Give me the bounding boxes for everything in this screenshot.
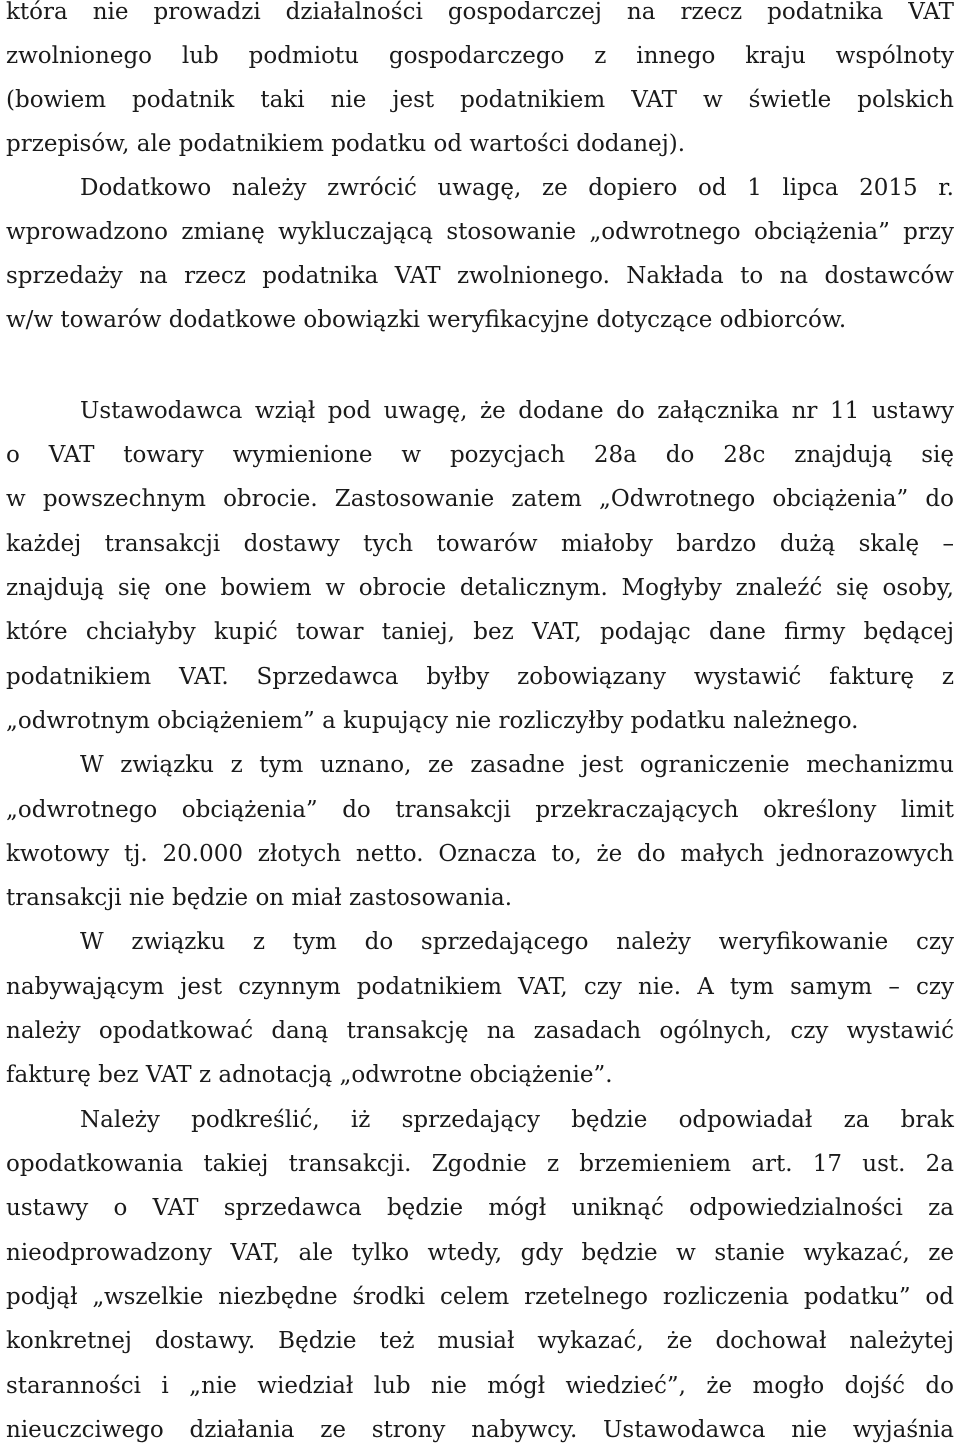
text-line: należy opodatkować daną transakcję na zasadach ogólnych, czy wystawić bbox=[6, 1018, 954, 1044]
text-line: która nie prowadzi działalności gospodarczej na rzecz podatnika VAT bbox=[6, 0, 954, 25]
text-line: kwotowy tj. 20.000 złotych netto. Oznacza to, że do małych jednorazowych bbox=[6, 841, 954, 867]
text-line: ustawy o VAT sprzedawca będzie mógł uniknąć odpowiedzialności za bbox=[6, 1195, 954, 1221]
text-line: W związku z tym uznano, ze zasadne jest ograniczenie mechanizmu bbox=[80, 752, 954, 778]
text-line: każdej transakcji dostawy tych towarów miałoby bardzo dużą skalę – bbox=[6, 531, 954, 557]
text-line: zwolnionego lub podmiotu gospodarczego z innego kraju wspólnoty bbox=[6, 43, 954, 69]
text-line: nieodprowadzony VAT, ale tylko wtedy, gdy będzie w stanie wykazać, ze bbox=[6, 1240, 954, 1266]
text-line: sprzedaży na rzecz podatnika VAT zwolnionego. Nakłada to na dostawców bbox=[6, 263, 954, 289]
text-line: „odwrotnym obciążeniem” a kupujący nie rozliczyłby podatku należnego. bbox=[6, 708, 859, 734]
text-line: nabywającym jest czynnym podatnikiem VAT, czy nie. A tym samym – czy bbox=[6, 974, 954, 1000]
text-line: w/w towarów dodatkowe obowiązki weryfikacyjne dotyczące odbiorców. bbox=[6, 307, 847, 333]
text-line: o VAT towary wymienione w pozycjach 28a do 28c znajdują się bbox=[6, 442, 954, 468]
text-line: w powszechnym obrocie. Zastosowanie zatem „Odwrotnego obciążenia” do bbox=[6, 486, 954, 512]
text-line: fakturę bez VAT z adnotacją „odwrotne obciążenie”. bbox=[6, 1062, 613, 1088]
text-line: opodatkowania takiej transakcji. Zgodnie z brzemieniem art. 17 ust. 2a bbox=[6, 1151, 954, 1177]
text-line: Ustawodawca wziął pod uwagę, że dodane do załącznika nr 11 ustawy bbox=[80, 398, 954, 424]
text-line: staranności i „nie wiedział lub nie mógł wiedzieć”, że mogło dojść do bbox=[6, 1373, 954, 1399]
text-line: podatnikiem VAT. Sprzedawca byłby zobowiązany wystawić fakturę z bbox=[6, 664, 954, 690]
text-line: znajdują się one bowiem w obrocie detalicznym. Mogłyby znaleźć się osoby, bbox=[6, 575, 954, 601]
text-line: Dodatkowo należy zwrócić uwagę, ze dopiero od 1 lipca 2015 r. bbox=[80, 175, 954, 201]
text-line: W związku z tym do sprzedającego należy weryfikowanie czy bbox=[80, 929, 954, 955]
text-line: Należy podkreślić, iż sprzedający będzie odpowiadał za brak bbox=[80, 1107, 954, 1133]
text-line: (bowiem podatnik taki nie jest podatnikiem VAT w świetle polskich bbox=[6, 87, 954, 113]
text-line: nieuczciwego działania ze strony nabywcy. Ustawodawca nie wyjaśnia bbox=[6, 1417, 954, 1443]
text-line: transakcji nie będzie on miał zastosowania. bbox=[6, 885, 513, 911]
text-line: przepisów, ale podatnikiem podatku od wartości dodanej). bbox=[6, 131, 686, 157]
text-line: „odwrotnego obciążenia” do transakcji przekraczających określony limit bbox=[6, 797, 954, 823]
text-line: podjął „wszelkie niezbędne środki celem rzetelnego rozliczenia podatku” od bbox=[6, 1284, 954, 1310]
text-line: wprowadzono zmianę wykluczającą stosowanie „odwrotnego obciążenia” przy bbox=[6, 219, 954, 245]
text-line: konkretnej dostawy. Będzie też musiał wykazać, że dochował należytej bbox=[6, 1328, 954, 1354]
text-line: które chciałyby kupić towar taniej, bez VAT, podając dane firmy będącej bbox=[6, 619, 954, 645]
